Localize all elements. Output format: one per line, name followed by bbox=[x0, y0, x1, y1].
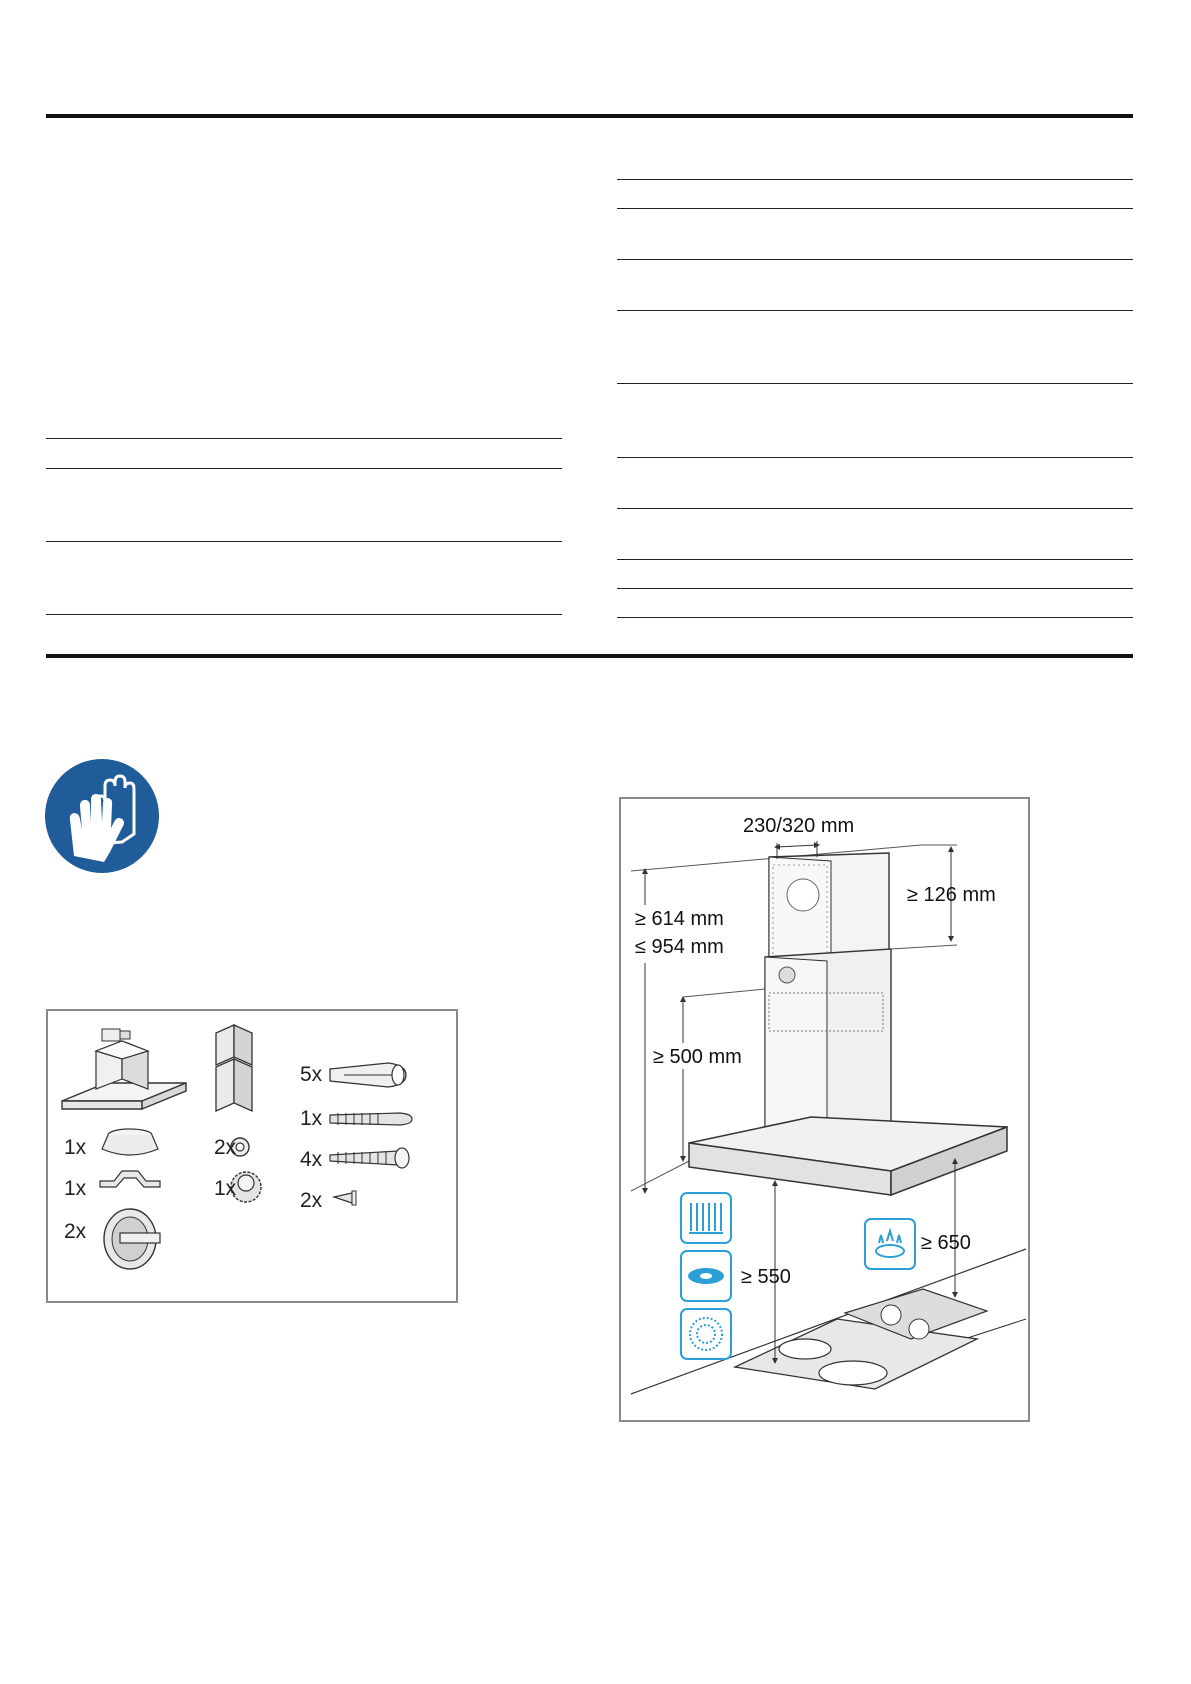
short-screw-illustration bbox=[334, 1191, 356, 1205]
chimney-min-label: ≥ 614 mm bbox=[635, 908, 724, 930]
table-rule bbox=[617, 457, 1133, 458]
threaded-rod-illustration bbox=[330, 1113, 412, 1125]
induction-hob-icon bbox=[681, 1251, 731, 1301]
long-screw-illustration bbox=[330, 1148, 409, 1168]
chimney-max-label: ≤ 954 mm bbox=[635, 936, 724, 958]
table-rule bbox=[46, 468, 562, 469]
qty-wall-plug: 5x bbox=[300, 1063, 323, 1086]
mounting-bracket-illustration bbox=[100, 1171, 160, 1187]
wall-plug-illustration bbox=[330, 1063, 406, 1087]
qty-air-guide-ring: 1x bbox=[64, 1136, 87, 1159]
gas-hob-clearance-label: ≥ 650 bbox=[921, 1232, 971, 1254]
qty-threaded-rod: 1x bbox=[300, 1107, 323, 1130]
hob-surface bbox=[735, 1289, 987, 1389]
radiant-hob-icon bbox=[681, 1193, 731, 1243]
wear-gloves-icon bbox=[44, 756, 160, 876]
table-rule bbox=[617, 617, 1133, 618]
table-rule bbox=[46, 541, 562, 542]
qty-short-screw: 2x bbox=[300, 1189, 323, 1212]
electric-hob-clearance-dimension bbox=[741, 1183, 791, 1361]
qty-washer: 2x bbox=[214, 1136, 237, 1159]
electric-hob-clearance-label: ≥ 550 bbox=[741, 1266, 791, 1288]
top-divider bbox=[46, 114, 1133, 118]
table-rule bbox=[617, 310, 1133, 311]
hood-unit-illustration bbox=[62, 1029, 186, 1109]
damper-flap-illustration bbox=[104, 1209, 160, 1269]
upper-overlap-dimension bbox=[891, 845, 996, 949]
hood-canopy bbox=[689, 1117, 1007, 1195]
qty-mounting-bracket: 1x bbox=[64, 1177, 87, 1200]
chimney-width-label: 230/320 mm bbox=[743, 815, 855, 837]
installation-dimensions-panel bbox=[619, 797, 1030, 1422]
table-rule bbox=[617, 588, 1133, 589]
table-rule bbox=[46, 438, 562, 439]
table-rule bbox=[46, 614, 562, 615]
coil-hob-icon bbox=[681, 1309, 731, 1359]
upper-overlap-label: ≥ 126 mm bbox=[907, 884, 996, 906]
table-rule bbox=[617, 559, 1133, 560]
table-rule bbox=[617, 508, 1133, 509]
air-guide-ring-illustration bbox=[102, 1129, 158, 1155]
qty-knurled-nut: 1x bbox=[214, 1177, 237, 1200]
chimney-illustration bbox=[216, 1025, 252, 1111]
ceiling-clearance-label: ≥ 500 mm bbox=[653, 1046, 742, 1068]
gas-burner-icon bbox=[865, 1219, 915, 1269]
table-rule bbox=[617, 179, 1133, 180]
qty-damper-flap: 2x bbox=[64, 1220, 87, 1243]
qty-long-screw: 4x bbox=[300, 1148, 323, 1171]
supplied-parts-panel bbox=[46, 1009, 458, 1303]
table-rule bbox=[617, 208, 1133, 209]
section-divider bbox=[46, 654, 1133, 658]
table-rule bbox=[617, 383, 1133, 384]
table-rule bbox=[617, 259, 1133, 260]
